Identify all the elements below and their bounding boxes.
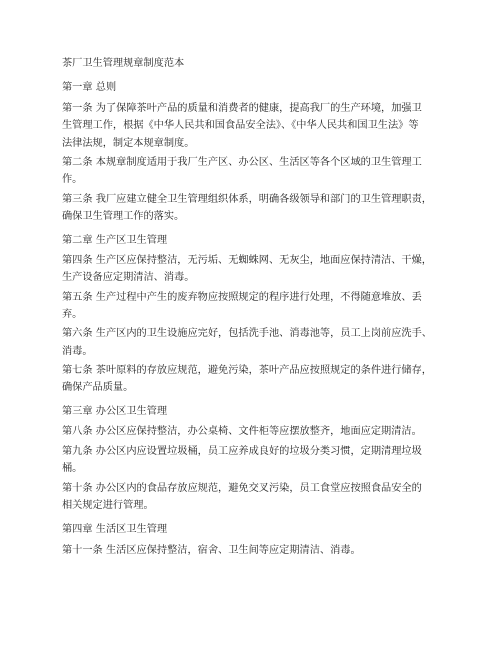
article-line: 生产设备应定期清洁、消毒。 bbox=[62, 272, 195, 283]
article-line: 确保卫生管理工作的落实。 bbox=[62, 211, 185, 222]
article-line: 消毒。 bbox=[62, 346, 93, 357]
chapter-heading: 第二章 生产区卫生管理 bbox=[62, 235, 168, 246]
article-line: 作。 bbox=[62, 174, 83, 185]
article-line: 第九条 办公区内应设置垃圾桶，员工应养成良好的垃圾分类习惯，定期清理垃圾 bbox=[62, 446, 422, 457]
article-line: 第七条 茶叶原料的存放应规范，避免污染，茶叶产品应按照规定的条件进行储存， bbox=[62, 365, 432, 376]
article-line: 第八条 办公区应保持整洁，办公桌椅、文件柜等应摆放整齐，地面应定期清洁。 bbox=[62, 426, 422, 437]
article-line: 第五条 生产过程中产生的废弃物应按照规定的程序进行处理，不得随意堆放、丢 bbox=[62, 292, 422, 303]
article-line: 生管理工作，根据《中华人民共和国食品安全法》、《中华人民共和国卫生法》等 bbox=[62, 120, 419, 131]
article-line: 第三条 我厂应建立健全卫生管理组织体系，明确各级领导和部门的卫生管理职责， bbox=[62, 194, 432, 205]
article-line: 第十一条 生活区应保持整洁，宿舍、卫生间等应定期清洁、消毒。 bbox=[62, 545, 361, 556]
article-line: 第二条 本规章制度适用于我厂生产区、办公区、生活区等各个区域的卫生管理工 bbox=[62, 157, 422, 168]
article-line: 相关规定进行管理。 bbox=[62, 500, 154, 511]
article-line: 第四条 生产区应保持整洁，无污垢、无蜘蛛网、无灰尘，地面应保持清洁、干燥， bbox=[62, 255, 432, 266]
article-line: 第十条 办公区内的食品存放应规范，避免交叉污染，员工食堂应按照食品安全的 bbox=[62, 483, 422, 494]
article-line: 法律法规，制定本规章制度。 bbox=[62, 138, 195, 149]
chapter-heading: 第四章 生活区卫生管理 bbox=[62, 524, 168, 535]
article-line: 第六条 生产区内的卫生设施应完好，包括洗手池、消毒池等，员工上岗前应洗手、 bbox=[62, 328, 432, 339]
article-line: 弃。 bbox=[62, 309, 83, 320]
chapter-heading: 第三章 办公区卫生管理 bbox=[62, 406, 168, 417]
article-line: 第一条 为了保障茶叶产品的质量和消费者的健康，提高我厂的生产环境，加强卫 bbox=[62, 103, 422, 114]
article-line: 确保产品质量。 bbox=[62, 382, 134, 393]
chapter-heading: 第一章 总则 bbox=[62, 82, 117, 93]
document-title: 茶厂卫生管理规章制度范本 bbox=[62, 58, 185, 69]
article-line: 桶。 bbox=[62, 463, 83, 474]
